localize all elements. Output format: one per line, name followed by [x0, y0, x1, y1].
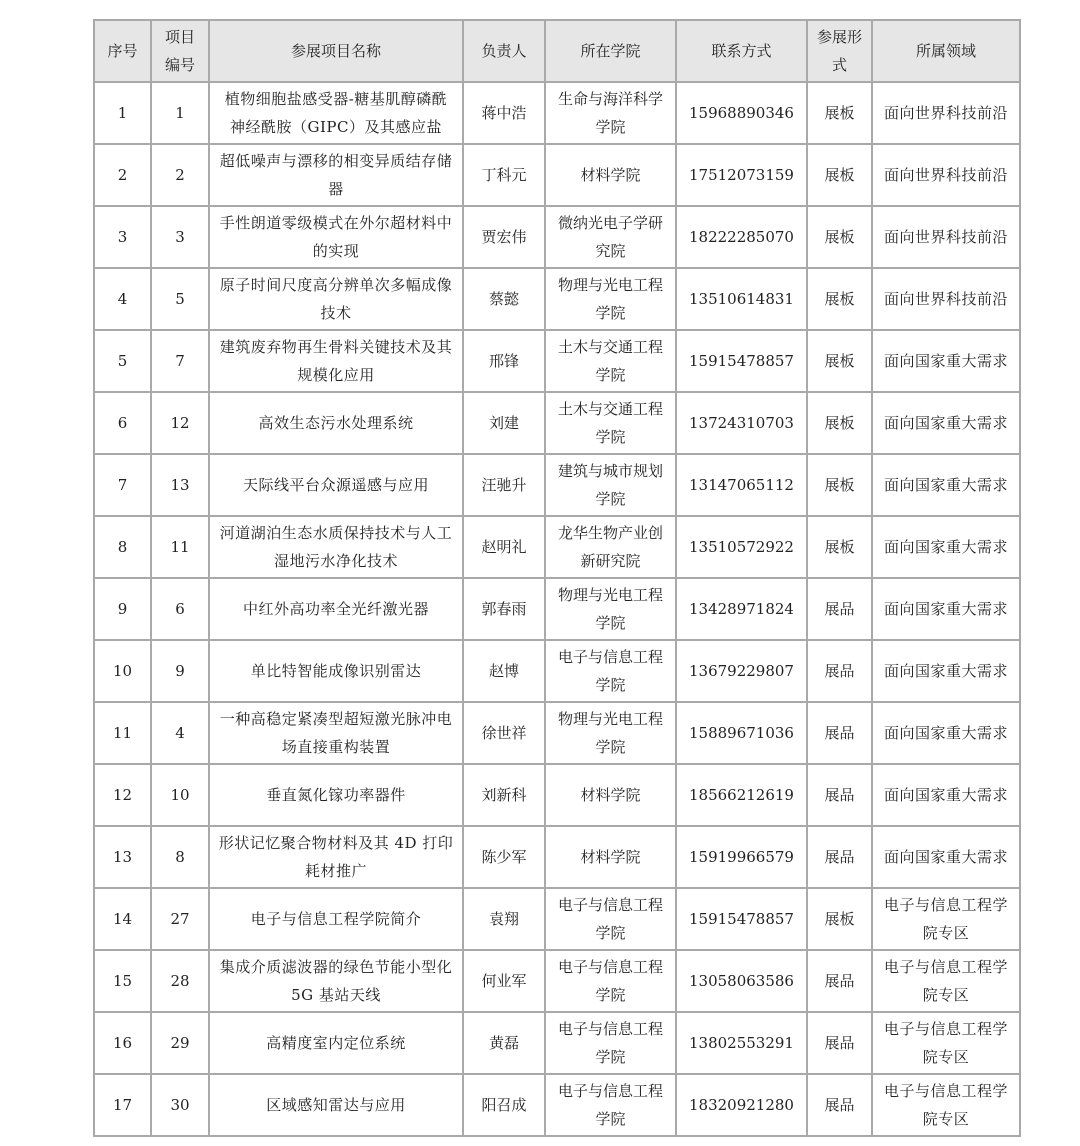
format-cell: 展品: [807, 578, 872, 640]
table-row: [94, 330, 1020, 392]
field-cell: 面向世界科技前沿: [872, 206, 1020, 268]
field-cell: 面向世界科技前沿: [872, 82, 1020, 144]
leader-cell: 黄磊: [463, 1012, 545, 1074]
college-cell: 电子与信息工程学院: [545, 888, 676, 950]
table-row: [94, 702, 1020, 764]
table-row: [94, 640, 1020, 702]
field-cell: 面向世界科技前沿: [872, 144, 1020, 206]
contact-cell: 15915478857: [676, 888, 807, 950]
contact-cell: 17512073159: [676, 144, 807, 206]
project-name-cell: 建筑废弃物再生骨料关键技术及其规模化应用: [209, 330, 463, 392]
contact-cell: 15889671036: [676, 702, 807, 764]
college-cell: 电子与信息工程学院: [545, 640, 676, 702]
header-format: 参展形式: [807, 20, 872, 82]
seq-cell: 16: [94, 1012, 151, 1074]
college-cell: 建筑与城市规划学院: [545, 454, 676, 516]
header-contact: 联系方式: [676, 20, 807, 82]
project-name-cell: 电子与信息工程学院简介: [209, 888, 463, 950]
field-cell: 面向国家重大需求: [872, 640, 1020, 702]
project-name-cell: 手性朗道零级模式在外尔超材料中的实现: [209, 206, 463, 268]
field-cell: 面向国家重大需求: [872, 702, 1020, 764]
format-cell: 展板: [807, 888, 872, 950]
format-cell: 展品: [807, 640, 872, 702]
header-field: 所属领域: [872, 20, 1020, 82]
project-name-cell: 超低噪声与漂移的相变异质结存储器: [209, 144, 463, 206]
leader-cell: 郭春雨: [463, 578, 545, 640]
college-cell: 物理与光电工程学院: [545, 702, 676, 764]
header-project-id: 项目编号: [151, 20, 209, 82]
college-cell: 材料学院: [545, 144, 676, 206]
college-cell: 龙华生物产业创新研究院: [545, 516, 676, 578]
leader-cell: 刘建: [463, 392, 545, 454]
leader-cell: 袁翔: [463, 888, 545, 950]
format-cell: 展板: [807, 82, 872, 144]
college-cell: 材料学院: [545, 826, 676, 888]
seq-cell: 12: [94, 764, 151, 826]
field-cell: 电子与信息工程学院专区: [872, 1074, 1020, 1136]
format-cell: 展品: [807, 702, 872, 764]
table-row: [94, 888, 1020, 950]
leader-cell: 刘新科: [463, 764, 545, 826]
table-row: [94, 516, 1020, 578]
college-cell: 电子与信息工程学院: [545, 1012, 676, 1074]
leader-cell: 赵博: [463, 640, 545, 702]
leader-cell: 贾宏伟: [463, 206, 545, 268]
contact-cell: 13510614831: [676, 268, 807, 330]
college-cell: 土木与交通工程学院: [545, 392, 676, 454]
seq-cell: 9: [94, 578, 151, 640]
leader-cell: 阳召成: [463, 1074, 545, 1136]
header-project-name: 参展项目名称: [209, 20, 463, 82]
seq-cell: 7: [94, 454, 151, 516]
table-row: [94, 578, 1020, 640]
contact-cell: 15968890346: [676, 82, 807, 144]
seq-cell: 6: [94, 392, 151, 454]
header-college: 所在学院: [545, 20, 676, 82]
seq-cell: 3: [94, 206, 151, 268]
table-row: [94, 82, 1020, 144]
project-name-cell: 集成介质滤波器的绿色节能小型化 5G 基站天线: [209, 950, 463, 1012]
table-row: [94, 206, 1020, 268]
field-cell: 电子与信息工程学院专区: [872, 950, 1020, 1012]
college-cell: 物理与光电工程学院: [545, 578, 676, 640]
project-id-cell: 28: [151, 950, 209, 1012]
project-name-cell: 中红外高功率全光纤激光器: [209, 578, 463, 640]
contact-cell: 13510572922: [676, 516, 807, 578]
header-seq: 序号: [94, 20, 151, 82]
leader-cell: 何业军: [463, 950, 545, 1012]
college-cell: 电子与信息工程学院: [545, 950, 676, 1012]
project-name-cell: 植物细胞盐感受器-糖基肌醇磷酰神经酰胺（GIPC）及其感应盐: [209, 82, 463, 144]
project-id-cell: 7: [151, 330, 209, 392]
contact-cell: 15919966579: [676, 826, 807, 888]
contact-cell: 13147065112: [676, 454, 807, 516]
project-id-cell: 6: [151, 578, 209, 640]
project-id-cell: 27: [151, 888, 209, 950]
seq-cell: 15: [94, 950, 151, 1012]
college-cell: 材料学院: [545, 764, 676, 826]
seq-cell: 4: [94, 268, 151, 330]
college-cell: 电子与信息工程学院: [545, 1074, 676, 1136]
seq-cell: 1: [94, 82, 151, 144]
table-row: [94, 826, 1020, 888]
leader-cell: 汪驰升: [463, 454, 545, 516]
project-id-cell: 13: [151, 454, 209, 516]
field-cell: 面向国家重大需求: [872, 764, 1020, 826]
leader-cell: 赵明礼: [463, 516, 545, 578]
format-cell: 展品: [807, 1074, 872, 1136]
seq-cell: 2: [94, 144, 151, 206]
contact-cell: 13724310703: [676, 392, 807, 454]
project-id-cell: 1: [151, 82, 209, 144]
contact-cell: 18222285070: [676, 206, 807, 268]
exhibit-table: [93, 19, 1021, 1137]
seq-cell: 14: [94, 888, 151, 950]
project-id-cell: 29: [151, 1012, 209, 1074]
header-leader: 负责人: [463, 20, 545, 82]
format-cell: 展板: [807, 516, 872, 578]
seq-cell: 5: [94, 330, 151, 392]
project-name-cell: 形状记忆聚合物材料及其 4D 打印耗材推广: [209, 826, 463, 888]
college-cell: 生命与海洋科学学院: [545, 82, 676, 144]
contact-cell: 18566212619: [676, 764, 807, 826]
contact-cell: 15915478857: [676, 330, 807, 392]
format-cell: 展板: [807, 330, 872, 392]
format-cell: 展品: [807, 826, 872, 888]
leader-cell: 陈少军: [463, 826, 545, 888]
field-cell: 电子与信息工程学院专区: [872, 888, 1020, 950]
project-name-cell: 区域感知雷达与应用: [209, 1074, 463, 1136]
field-cell: 面向国家重大需求: [872, 826, 1020, 888]
project-name-cell: 高效生态污水处理系统: [209, 392, 463, 454]
contact-cell: 13802553291: [676, 1012, 807, 1074]
college-cell: 土木与交通工程学院: [545, 330, 676, 392]
leader-cell: 邢锋: [463, 330, 545, 392]
table-row: [94, 764, 1020, 826]
project-id-cell: 8: [151, 826, 209, 888]
project-name-cell: 天际线平台众源遥感与应用: [209, 454, 463, 516]
seq-cell: 17: [94, 1074, 151, 1136]
table-row: [94, 454, 1020, 516]
project-id-cell: 9: [151, 640, 209, 702]
format-cell: 展板: [807, 454, 872, 516]
header-row: [94, 20, 1020, 82]
table-row: [94, 1074, 1020, 1136]
format-cell: 展板: [807, 144, 872, 206]
format-cell: 展板: [807, 392, 872, 454]
table-body: [94, 82, 1020, 1136]
field-cell: 电子与信息工程学院专区: [872, 1012, 1020, 1074]
contact-cell: 18320921280: [676, 1074, 807, 1136]
field-cell: 面向国家重大需求: [872, 330, 1020, 392]
format-cell: 展板: [807, 206, 872, 268]
project-name-cell: 河道湖泊生态水质保持技术与人工湿地污水净化技术: [209, 516, 463, 578]
table-row: [94, 268, 1020, 330]
project-name-cell: 原子时间尺度高分辨单次多幅成像技术: [209, 268, 463, 330]
field-cell: 面向世界科技前沿: [872, 268, 1020, 330]
contact-cell: 13058063586: [676, 950, 807, 1012]
field-cell: 面向国家重大需求: [872, 516, 1020, 578]
format-cell: 展品: [807, 1012, 872, 1074]
project-id-cell: 2: [151, 144, 209, 206]
field-cell: 面向国家重大需求: [872, 392, 1020, 454]
seq-cell: 11: [94, 702, 151, 764]
college-cell: 微纳光电子学研究院: [545, 206, 676, 268]
project-id-cell: 5: [151, 268, 209, 330]
format-cell: 展板: [807, 268, 872, 330]
project-name-cell: 一种高稳定紧凑型超短激光脉冲电场直接重构装置: [209, 702, 463, 764]
field-cell: 面向国家重大需求: [872, 578, 1020, 640]
project-id-cell: 3: [151, 206, 209, 268]
leader-cell: 蔡懿: [463, 268, 545, 330]
project-name-cell: 垂直氮化镓功率器件: [209, 764, 463, 826]
format-cell: 展品: [807, 764, 872, 826]
table-row: [94, 392, 1020, 454]
seq-cell: 10: [94, 640, 151, 702]
seq-cell: 8: [94, 516, 151, 578]
format-cell: 展品: [807, 950, 872, 1012]
table-row: [94, 144, 1020, 206]
leader-cell: 徐世祥: [463, 702, 545, 764]
field-cell: 面向国家重大需求: [872, 454, 1020, 516]
project-name-cell: 高精度室内定位系统: [209, 1012, 463, 1074]
project-name-cell: 单比特智能成像识别雷达: [209, 640, 463, 702]
project-id-cell: 11: [151, 516, 209, 578]
leader-cell: 蒋中浩: [463, 82, 545, 144]
leader-cell: 丁科元: [463, 144, 545, 206]
project-id-cell: 30: [151, 1074, 209, 1136]
table-row: [94, 1012, 1020, 1074]
contact-cell: 13679229807: [676, 640, 807, 702]
project-id-cell: 12: [151, 392, 209, 454]
table-row: [94, 950, 1020, 1012]
project-id-cell: 10: [151, 764, 209, 826]
project-id-cell: 4: [151, 702, 209, 764]
college-cell: 物理与光电工程学院: [545, 268, 676, 330]
seq-cell: 13: [94, 826, 151, 888]
contact-cell: 13428971824: [676, 578, 807, 640]
